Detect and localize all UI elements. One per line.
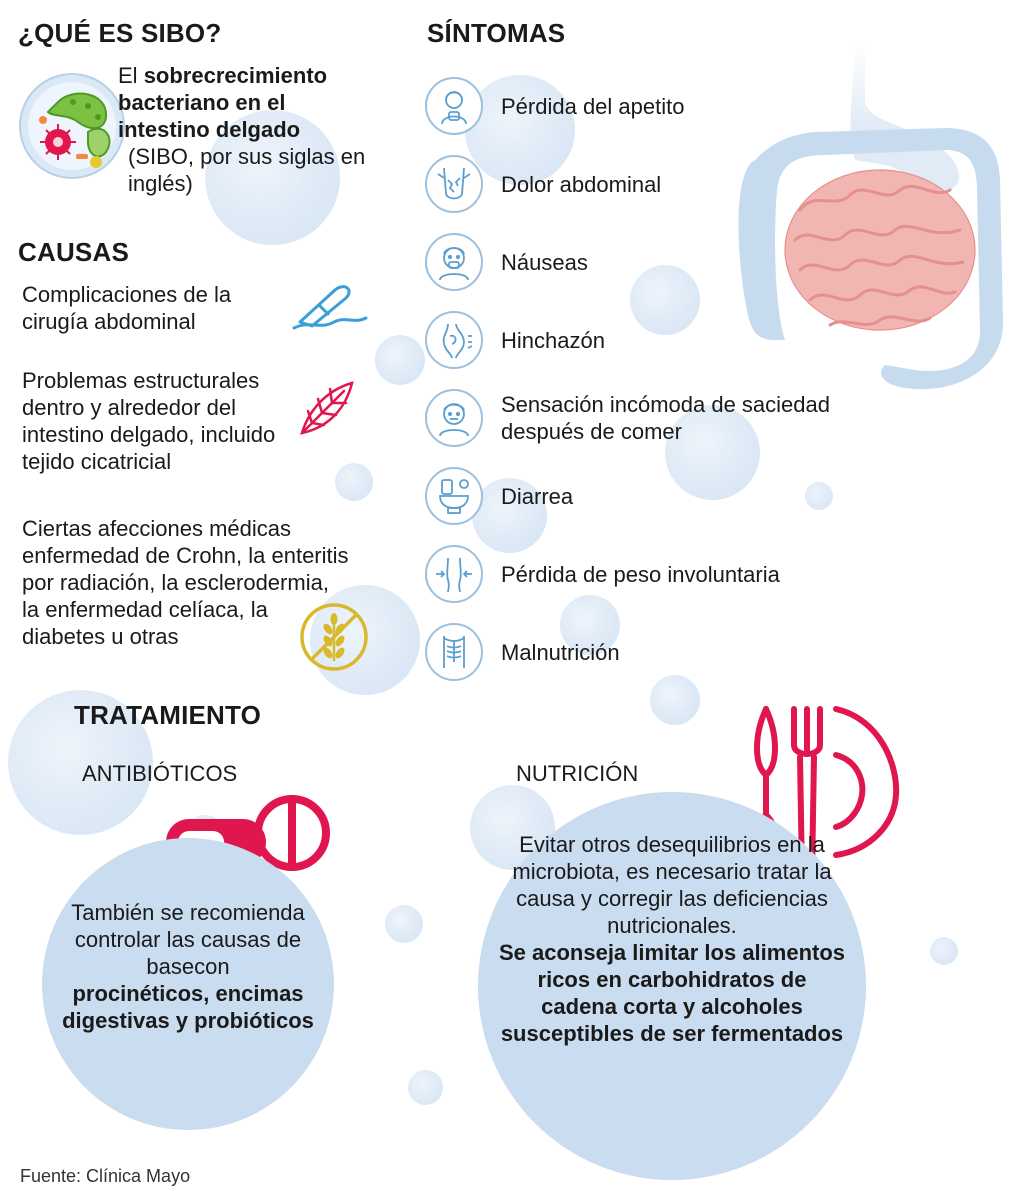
background-bubble <box>375 335 425 385</box>
symptom-row <box>425 388 911 448</box>
symptom-label: Dolor abdominal <box>501 171 662 197</box>
antibioticos-label: ANTIBIÓTICOS <box>82 761 238 786</box>
scalpel-icon <box>290 282 370 332</box>
nutricion-text-bold: Se aconseja limitar los alimentos ricos en carbohidratos de cadena corta y alcoholes susceptibles de ser fermentados <box>498 940 846 1046</box>
symptom-row <box>425 622 620 682</box>
abdominal-pain-icon <box>425 155 483 213</box>
symptom-label: Náuseas <box>501 249 588 275</box>
symptom-label: Sensación incómoda de saciedad después de comer <box>501 392 831 444</box>
antibioticos-text-bold: procinéticos, encimas digestivas y probióticos <box>62 981 314 1033</box>
appetite-icon <box>425 77 483 135</box>
source-note: Fuente: Clínica Mayo <box>20 1166 191 1186</box>
background-bubble <box>408 1070 443 1105</box>
background-bubble <box>335 463 373 501</box>
intestine-illustration <box>715 40 1005 400</box>
symptom-row <box>425 466 573 526</box>
bacteria-petri-icon <box>18 72 126 180</box>
sibo-desc-suffix: (SIBO, por sus siglas en inglés) <box>128 144 366 196</box>
gluten-free-icon <box>298 601 370 673</box>
toilet-icon <box>425 467 483 525</box>
sintomas-title: SÍNTOMAS <box>427 18 566 48</box>
symptom-row <box>425 154 661 214</box>
sibo-description <box>118 62 378 197</box>
background-bubble <box>805 482 833 510</box>
symptom-label: Pérdida de peso involuntaria <box>501 561 780 587</box>
symptom-label: Pérdida del apetito <box>501 93 685 119</box>
causa-item-3: Ciertas afecciones médicas enfermedad de Crohn, la enteritis por radiación, la esclerodermia, la enfermedad celíaca, la diabetes u otras <box>22 516 349 649</box>
weight-loss-icon <box>425 545 483 603</box>
antibioticos-text <box>62 899 314 1034</box>
symptom-label: Hinchazón <box>501 327 605 353</box>
symptom-row <box>425 310 605 370</box>
bloating-icon <box>425 311 483 369</box>
sibo-title: ¿QUÉ ES SIBO? <box>18 18 222 48</box>
symptom-row <box>425 76 684 136</box>
nutricion-text-plain: Evitar otros desequilibrios en la microbiota, es necesario tratar la causa y corregir las deficiencias nutricionales. <box>512 832 832 938</box>
causa-item-1: Complicaciones de la cirugía abdominal <box>22 282 232 334</box>
background-bubble <box>930 937 958 965</box>
sibo-desc-prefix: El <box>118 63 144 88</box>
background-bubble <box>385 905 423 943</box>
background-bubble <box>630 265 700 335</box>
tratamiento-title: TRATAMIENTO <box>74 700 262 730</box>
fullness-icon <box>425 389 483 447</box>
malnutrition-icon <box>425 623 483 681</box>
antibioticos-text-plain: También se recomienda controlar las causas de basecon <box>71 900 305 979</box>
symptom-label: Malnutrición <box>501 639 620 665</box>
background-bubble <box>650 675 700 725</box>
sibo-desc-bold: sobrecrecimiento bacteriano en el intestino delgado <box>118 63 328 142</box>
symptom-row <box>425 544 780 604</box>
symptom-label: Diarrea <box>501 483 574 509</box>
nutricion-label: NUTRICIÓN <box>516 761 639 786</box>
causas-title: CAUSAS <box>18 237 129 267</box>
nausea-icon <box>425 233 483 291</box>
tissue-icon <box>296 377 358 439</box>
symptom-row <box>425 232 588 292</box>
causa-item-2: Problemas estructurales dentro y alrededor del intestino delgado, incluido tejido cicatricial <box>22 368 276 474</box>
nutricion-text <box>498 831 846 1047</box>
